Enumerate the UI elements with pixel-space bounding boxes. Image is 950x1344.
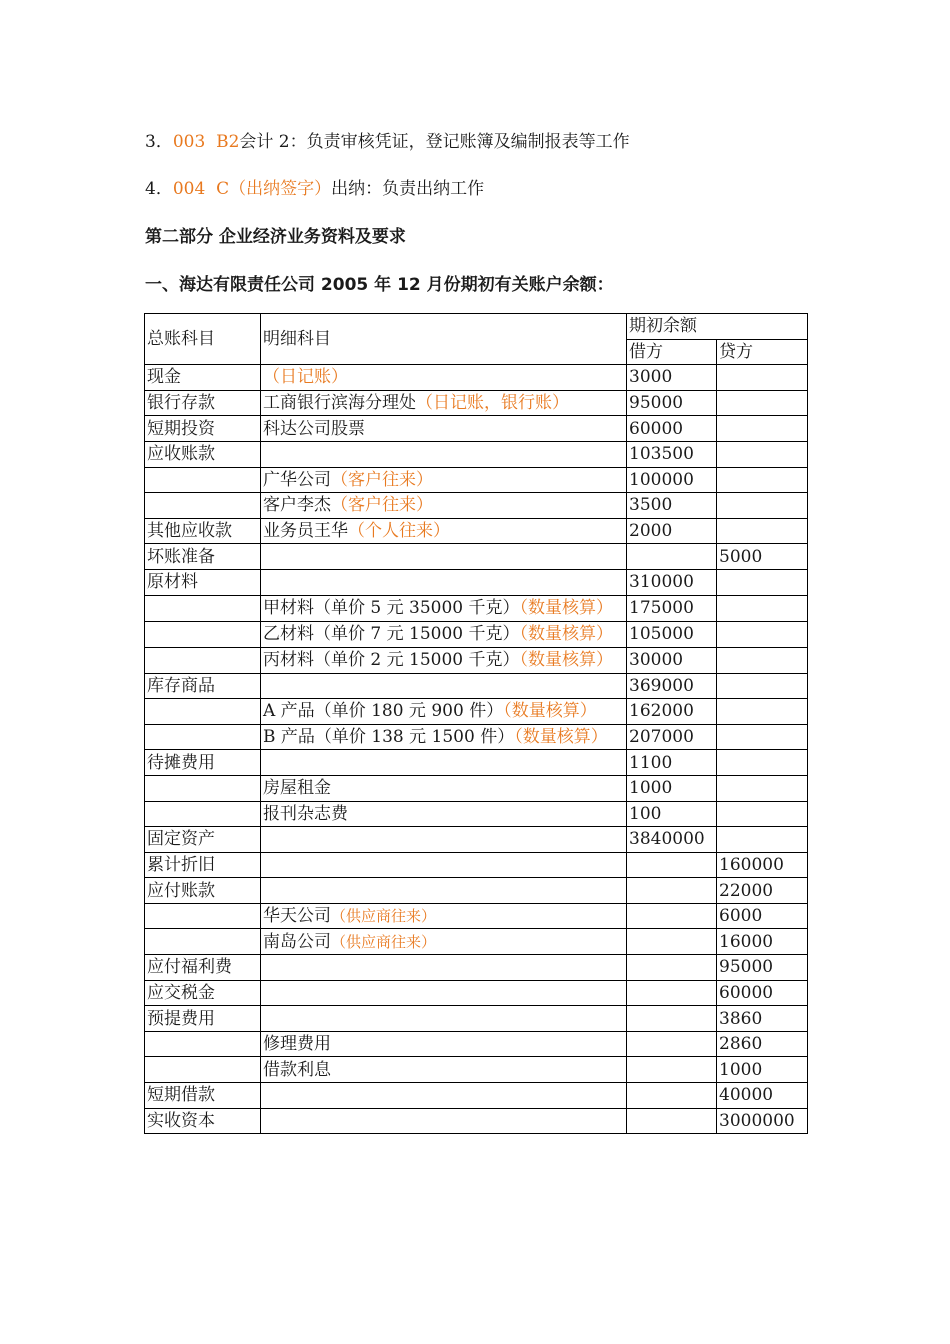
cell-debit: 3840000 (627, 827, 717, 853)
cell-general-account: 固定资产 (145, 827, 261, 853)
accounting-note: （供应商往来） (331, 932, 437, 951)
cell-general-account (145, 621, 261, 647)
cell-general-account (145, 775, 261, 801)
cell-general-account: 累计折旧 (145, 852, 261, 878)
header-credit: 贷方 (717, 339, 808, 365)
cell-credit (717, 493, 808, 519)
cell-credit (717, 416, 808, 442)
cell-detail-account (261, 467, 627, 493)
table-row (145, 955, 808, 981)
cell-detail-account (261, 1057, 627, 1083)
cell-credit: 95000 (717, 955, 808, 981)
table-row (145, 544, 808, 570)
table-row (145, 699, 808, 725)
table-row (145, 903, 808, 929)
role-description: 会计 2：负责审核凭证，登记账簿及编制报表等工作 (239, 132, 630, 152)
cell-credit (717, 699, 808, 725)
cell-detail-account (261, 724, 627, 750)
cell-credit (717, 827, 808, 853)
cell-debit (627, 929, 717, 955)
cell-credit (717, 801, 808, 827)
detail-text: 乙材料（单价 7 元 15000 千克） (263, 623, 520, 644)
cell-general-account: 应交税金 (145, 980, 261, 1006)
cell-debit (627, 980, 717, 1006)
cell-debit (627, 1031, 717, 1057)
role-code: B2 (216, 132, 240, 152)
cell-general-account (145, 467, 261, 493)
cell-detail-account (261, 390, 627, 416)
cell-detail-account (261, 365, 627, 391)
cell-general-account: 坏账准备 (145, 544, 261, 570)
cell-debit: 105000 (627, 621, 717, 647)
detail-text: 修理费用 (263, 1034, 331, 1055)
cell-debit (627, 1006, 717, 1032)
table-row (145, 724, 808, 750)
cell-credit (717, 724, 808, 750)
cell-credit: 60000 (717, 980, 808, 1006)
role-code: C（出纳签字） (216, 179, 332, 199)
cell-detail-account (261, 441, 627, 467)
table-row (145, 852, 808, 878)
table-row (145, 980, 808, 1006)
cell-general-account (145, 903, 261, 929)
table-row (145, 647, 808, 673)
cell-general-account: 短期投资 (145, 416, 261, 442)
cell-debit (627, 955, 717, 981)
detail-text: 房屋租金 (263, 778, 331, 799)
cell-detail-account (261, 852, 627, 878)
detail-text: B 产品（单价 138 元 1500 件） (263, 727, 515, 748)
accounting-note: （客户往来） (331, 495, 433, 516)
cell-detail-account (261, 621, 627, 647)
table-row (145, 416, 808, 442)
cell-credit (717, 467, 808, 493)
cell-general-account: 其他应收款 (145, 518, 261, 544)
detail-text: A 产品（单价 180 元 900 件） (263, 701, 504, 722)
cell-general-account: 应收账款 (145, 441, 261, 467)
cell-detail-account (261, 929, 627, 955)
table-row (145, 493, 808, 519)
table-row (145, 801, 808, 827)
cell-credit: 160000 (717, 852, 808, 878)
accounting-note: （个人往来） (348, 521, 450, 542)
cell-general-account (145, 647, 261, 673)
cell-detail-account (261, 647, 627, 673)
accounting-note: （数量核算） (519, 623, 614, 644)
cell-credit (717, 647, 808, 673)
cell-general-account (145, 724, 261, 750)
cell-debit: 1100 (627, 750, 717, 776)
detail-text: 华天公司 (263, 906, 331, 927)
cell-debit: 95000 (627, 390, 717, 416)
cell-detail-account (261, 544, 627, 570)
accounting-note: （数量核算） (519, 597, 614, 618)
role-line-4 (145, 174, 484, 199)
table-row (145, 1057, 808, 1083)
cell-debit: 3000 (627, 365, 717, 391)
cell-detail-account (261, 673, 627, 699)
table-row (145, 441, 808, 467)
cell-general-account (145, 699, 261, 725)
header-general-account: 总账科目 (145, 314, 261, 365)
cell-detail-account (261, 416, 627, 442)
cell-debit: 2000 (627, 518, 717, 544)
cell-debit: 175000 (627, 595, 717, 621)
cell-debit (627, 903, 717, 929)
table-row (145, 569, 808, 595)
cell-debit (627, 1083, 717, 1109)
cell-general-account: 应付账款 (145, 878, 261, 904)
line-number: 3． (145, 132, 173, 152)
cell-debit (627, 852, 717, 878)
cell-detail-account (261, 1006, 627, 1032)
table-row (145, 467, 808, 493)
cell-credit: 5000 (717, 544, 808, 570)
operator-code: 003 (172, 132, 206, 152)
cell-debit (627, 1108, 717, 1134)
cell-credit: 40000 (717, 1083, 808, 1109)
cell-credit (717, 365, 808, 391)
cell-debit: 1000 (627, 775, 717, 801)
cell-detail-account (261, 878, 627, 904)
cell-detail-account (261, 750, 627, 776)
cell-detail-account (261, 903, 627, 929)
cell-debit: 100 (627, 801, 717, 827)
accounting-note: （数量核算） (514, 727, 608, 748)
table-row (145, 595, 808, 621)
header-debit: 借方 (627, 339, 717, 365)
cell-debit: 207000 (627, 724, 717, 750)
accounting-note: （客户往来） (331, 469, 433, 490)
detail-text: 工商银行滨海分理处 (263, 393, 416, 414)
cell-general-account (145, 1057, 261, 1083)
accounting-note: （供应商往来） (331, 907, 437, 926)
header-detail-account: 明细科目 (261, 314, 627, 365)
cell-general-account (145, 493, 261, 519)
cell-general-account (145, 801, 261, 827)
detail-text: 借款利息 (263, 1059, 331, 1080)
cell-credit: 22000 (717, 878, 808, 904)
table-row (145, 518, 808, 544)
detail-text: 客户李杰 (263, 495, 331, 516)
cell-general-account: 现金 (145, 365, 261, 391)
accounting-note: （日记账，银行账） (416, 393, 569, 414)
cell-detail-account (261, 1083, 627, 1109)
cell-debit: 310000 (627, 569, 717, 595)
line-number: 4． (145, 179, 173, 199)
cell-credit: 6000 (717, 903, 808, 929)
table-row (145, 1006, 808, 1032)
accounting-note: （数量核算） (503, 701, 597, 722)
cell-credit: 3000000 (717, 1108, 808, 1134)
cell-general-account: 应付福利费 (145, 955, 261, 981)
cell-detail-account (261, 980, 627, 1006)
accounting-note: （日记账） (263, 367, 348, 388)
cell-general-account: 实收资本 (145, 1108, 261, 1134)
cell-debit (627, 1057, 717, 1083)
cell-credit (717, 569, 808, 595)
cell-general-account (145, 1031, 261, 1057)
cell-detail-account (261, 1108, 627, 1134)
cell-detail-account (261, 827, 627, 853)
role-description: 出纳：负责出纳工作 (331, 179, 485, 199)
cell-detail-account (261, 569, 627, 595)
cell-debit: 30000 (627, 647, 717, 673)
cell-credit (717, 390, 808, 416)
section-heading: 第二部分 企业经济业务资料及要求 (145, 227, 406, 247)
table-row (145, 1108, 808, 1134)
cell-general-account: 银行存款 (145, 390, 261, 416)
table-row (145, 750, 808, 776)
cell-credit (717, 518, 808, 544)
cell-general-account: 待摊费用 (145, 750, 261, 776)
accounting-note: （数量核算） (519, 649, 614, 670)
cell-debit: 3500 (627, 493, 717, 519)
cell-debit: 369000 (627, 673, 717, 699)
cell-detail-account (261, 801, 627, 827)
cell-debit: 103500 (627, 441, 717, 467)
cell-credit (717, 673, 808, 699)
cell-debit (627, 544, 717, 570)
cell-credit: 3860 (717, 1006, 808, 1032)
table-row (145, 775, 808, 801)
table-row (145, 1031, 808, 1057)
detail-text: 广华公司 (263, 469, 331, 490)
detail-text: 科达公司股票 (263, 418, 365, 439)
table-row (145, 673, 808, 699)
table-row (145, 878, 808, 904)
cell-debit: 60000 (627, 416, 717, 442)
header-opening-balance: 期初余额 (627, 314, 808, 340)
cell-detail-account (261, 955, 627, 981)
cell-credit (717, 750, 808, 776)
opening-balance-table (144, 313, 808, 1134)
cell-general-account (145, 595, 261, 621)
table-header-row (145, 314, 808, 340)
cell-debit: 162000 (627, 699, 717, 725)
cell-detail-account (261, 595, 627, 621)
cell-general-account: 预提费用 (145, 1006, 261, 1032)
detail-text: 南岛公司 (263, 931, 331, 952)
cell-credit: 2860 (717, 1031, 808, 1057)
table-row (145, 621, 808, 647)
table-row (145, 929, 808, 955)
table-row (145, 827, 808, 853)
cell-credit (717, 441, 808, 467)
cell-general-account: 原材料 (145, 569, 261, 595)
role-line-3 (145, 127, 630, 152)
cell-detail-account (261, 518, 627, 544)
cell-credit (717, 595, 808, 621)
cell-debit (627, 878, 717, 904)
detail-text: 业务员王华 (263, 521, 348, 542)
table-row (145, 365, 808, 391)
operator-code: 004 (172, 179, 206, 199)
cell-detail-account (261, 493, 627, 519)
detail-text: 甲材料（单价 5 元 35000 千克） (263, 597, 520, 618)
subsection-heading: 一、海达有限责任公司 2005 年 12 月份期初有关账户余额： (145, 275, 614, 295)
cell-general-account: 短期借款 (145, 1083, 261, 1109)
cell-general-account: 库存商品 (145, 673, 261, 699)
cell-credit (717, 621, 808, 647)
table-row (145, 1083, 808, 1109)
cell-credit: 1000 (717, 1057, 808, 1083)
cell-debit: 100000 (627, 467, 717, 493)
detail-text: 报刊杂志费 (263, 803, 348, 824)
cell-credit: 16000 (717, 929, 808, 955)
detail-text: 丙材料（单价 2 元 15000 千克） (263, 649, 520, 670)
cell-detail-account (261, 699, 627, 725)
cell-general-account (145, 929, 261, 955)
table-row (145, 390, 808, 416)
cell-detail-account (261, 1031, 627, 1057)
cell-credit (717, 775, 808, 801)
cell-detail-account (261, 775, 627, 801)
